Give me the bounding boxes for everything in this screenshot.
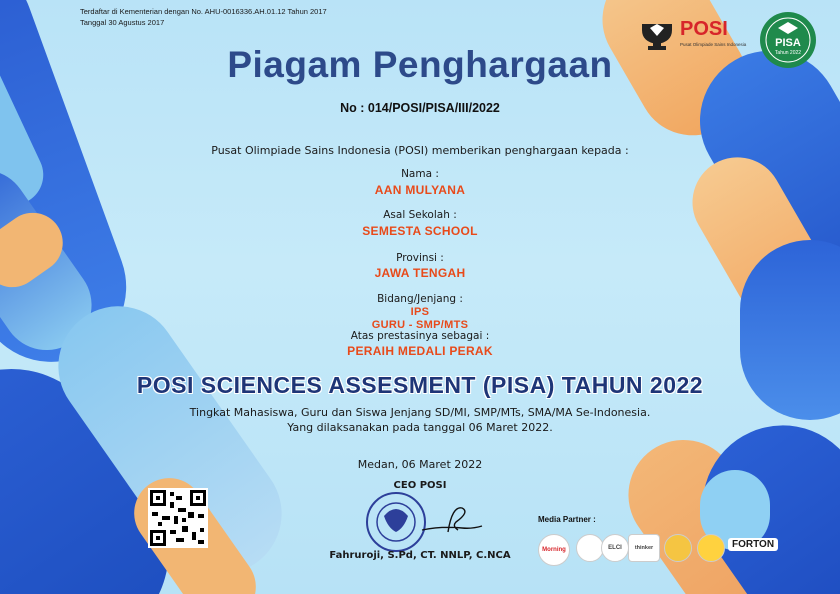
signature	[418, 494, 488, 539]
qr-code	[148, 488, 208, 548]
name-label: Nama :	[401, 168, 439, 180]
posi-logo-text: POSI	[680, 18, 728, 40]
media-partner-logo: Morning	[538, 534, 570, 566]
province-label: Provinsi :	[396, 252, 444, 264]
pisa-logo-text: PISA	[775, 37, 801, 49]
event-description-1: Tingkat Mahasiswa, Guru dan Siswa Jenjang SD/MI, SMP/MTs, SMA/MA Se-Indonesia.	[189, 406, 651, 419]
province-value: JAWA TENGAH	[374, 266, 466, 280]
achievement-label: Atas prestasinya sebagai :	[350, 330, 490, 342]
intro-text: Pusat Olimpiade Sains Indonesia (POSI) memberikan penghargaan kepada :	[211, 144, 629, 157]
signer-role: CEO POSI	[393, 480, 447, 491]
achievement-value: PERAIH MEDALI PERAK	[347, 344, 493, 358]
registration-line-1: Terdaftar di Kementerian dengan No. AHU-0016336.AH.01.12 Tahun 2017	[80, 7, 327, 16]
media-partner-logo: ELCI	[601, 534, 629, 562]
event-description-2: Yang dilaksanakan pada tanggal 06 Maret 2022.	[287, 421, 553, 434]
signer-name: Fahruroji, S.Pd, CT. NNLP, C.NCA	[329, 550, 511, 561]
media-partner-logo	[664, 534, 692, 562]
field-value-2: GURU - SMP/MTS	[371, 319, 469, 331]
name-value: AAN MULYANA	[374, 183, 466, 197]
media-partner-label: Media Partner :	[538, 515, 596, 524]
signature-scribble-icon	[418, 494, 488, 539]
media-partner-logo: FORTON	[728, 538, 778, 551]
certificate-number: No : 014/POSI/PISA/III/2022	[340, 101, 500, 115]
field-value-1: IPS	[410, 306, 430, 318]
certificate-title: Piagam Penghargaan	[227, 44, 613, 85]
registration-line-2: Tanggal 30 Agustus 2017	[80, 18, 165, 27]
media-partner-logo	[576, 534, 604, 562]
pisa-logo-year: Tahun 2022	[774, 50, 802, 56]
posi-logo-subtext: Pusat Olimpiade Sains Indonesia	[680, 42, 747, 47]
qr-code-icon	[148, 488, 208, 548]
field-label: Bidang/Jenjang :	[377, 293, 463, 305]
school-value: SEMESTA SCHOOL	[362, 224, 478, 238]
event-title: POSI SCIENCES ASSESMENT (PISA) TAHUN 2022	[136, 372, 704, 398]
school-label: Asal Sekolah :	[383, 209, 457, 221]
media-partner-logo: thinker	[628, 534, 660, 562]
place-date: Medan, 06 Maret 2022	[357, 458, 483, 471]
